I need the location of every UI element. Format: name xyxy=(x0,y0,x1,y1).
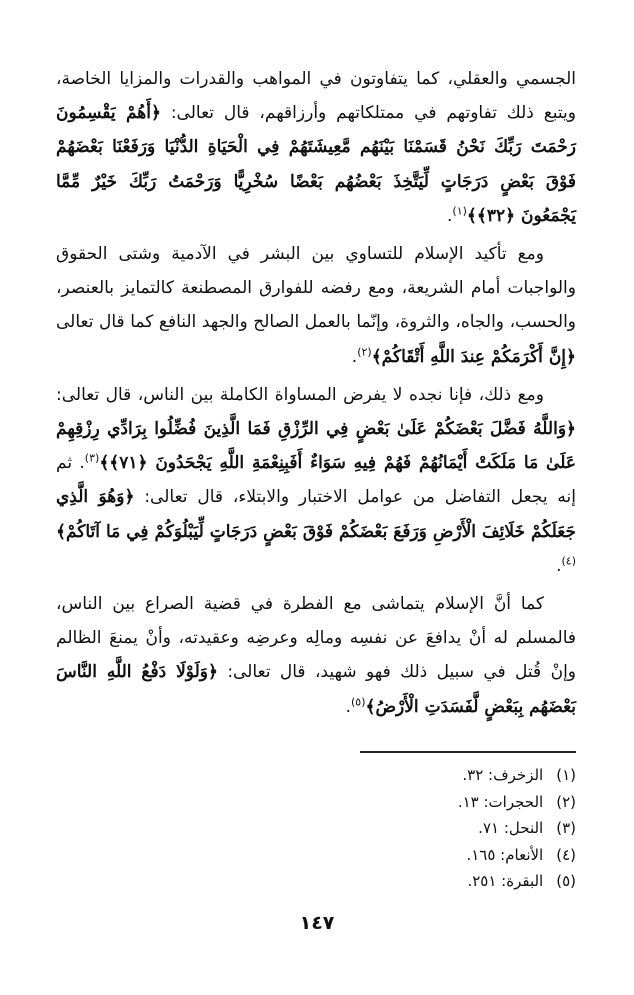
text-segment: ومع ذلك، فإنا نجده لا يفرض المساواة الكاملة بين الناس، قال تعالى: xyxy=(56,384,544,405)
text-segment: ومع تأكيد الإسلام للتساوي بين البشر في الآدمية وشتى الحقوق والواجبات أمام الشريعة، ومع رفضه للفوارق المصطنعة كالتمايز بالعنصر، والحسب، والجاه، والثروة، وإنّما بالعمل الصالح والجهد النافع كما قال تعالى xyxy=(56,244,576,333)
footnote-number: (٤) xyxy=(556,845,576,864)
footnote-item xyxy=(200,815,576,842)
footnote-item xyxy=(200,789,576,816)
text-segment: . xyxy=(351,346,358,367)
footnote-item xyxy=(200,762,576,789)
text-segment: . xyxy=(345,696,351,717)
footnote-ref: (٣) xyxy=(84,451,100,465)
footnote-text: الأنعام: ١٦٥. xyxy=(466,845,544,864)
footnote-ref: (٥) xyxy=(351,695,366,708)
paragraph-1 xyxy=(56,62,576,233)
quran-verse: ﴿أَهُمْ يَقْسِمُونَ رَحْمَتَ رَبِّكَ نَحْنُ قَسَمْنَا بَيْنَهُم مَّعِيشَتَهُمْ فِي الْحَيَاةِ الدُّنْيَا وَرَفَعْنَا بَعْضَهُمْ فَوْقَ بَعْضٍ دَرَجَاتٍ لِّيَتَّخِذَ بَعْضُهُم بَعْضًا سُخْرِيًّا وَرَحْمَتُ رَبِّكَ خَيْرٌ مِّمَّا يَجْمَعُونَ ﴿٣٢﴾﴾ xyxy=(56,103,576,226)
paragraph-2 xyxy=(56,237,576,374)
footnote-item xyxy=(200,842,576,869)
footnote-text: البقرة: ٢٥١. xyxy=(467,872,544,890)
footnote-number: (٥) xyxy=(556,872,576,890)
page-number: ١٤٧ xyxy=(299,912,335,934)
footnote-divider xyxy=(360,751,576,753)
text-segment: . ثم إنه يجعل التفاضل من عوامل الاختبار والابتلاء، قال تعالى: xyxy=(56,453,577,508)
footnote-ref: (٤) xyxy=(561,554,576,568)
footnote-ref: (٢) xyxy=(357,344,372,358)
paragraph-3 xyxy=(56,378,576,583)
text-segment: . xyxy=(447,205,453,226)
footnote-text: الزخرف: ٣٢. xyxy=(462,766,544,784)
footnote-item xyxy=(200,868,576,895)
quran-verse: ﴿وَلَوْلَا دَفْعُ اللَّهِ النَّاسَ بَعْضَهُم بِبَعْضٍ لَّفَسَدَتِ الْأَرْضُ﴾ xyxy=(56,662,576,717)
footnote-text: الحجرات: ١٣. xyxy=(457,792,544,811)
text-segment: الجسمي والعقلي، كما يتفاوتون في المواهب والقدرات والمزايا الخاصة، ويتبع ذلك تفاوتهم في ممتلكاتهم وأرزاقهم، قال تعالى: xyxy=(56,69,576,124)
text-segment: كما أنَّ الإسلام يتماشى مع الفطرة في قضية الصراع بين الناس، فالمسلم له أنْ يدافعَ عن نفسِه ومالِه وعرضِه وعقيدته، وأنْ يمنعَ الظالم وإنْ قُتل في سبيل ذلك فهو شهيد، قال تعالى: xyxy=(56,594,576,683)
quran-verse: ﴿وَهُوَ الَّذِي جَعَلَكُمْ خَلَائِفَ الْأَرْضِ وَرَفَعَ بَعْضَكُمْ فَوْقَ بَعْضٍ دَرَجَاتٍ لِّيَبْلُوَكُمْ فِي مَا آتَاكُمْ﴾ xyxy=(56,487,576,542)
footnote-ref: (١) xyxy=(452,204,467,218)
footnote-number: (٢) xyxy=(556,792,576,811)
quran-verse: ﴿وَاللَّهُ فَضَّلَ بَعْضَكُمْ عَلَىٰ بَعْضٍ فِي الرِّزْقِ فَمَا الَّذِينَ فُضِّلُوا بِرَادِّي رِزْقِهِمْ عَلَىٰ مَا مَلَكَتْ أَيْمَانُهُمْ فَهُمْ فِيهِ سَوَاءٌ أَفَبِنِعْمَةِ اللَّهِ يَجْحَدُونَ ﴿٧١﴾﴾ xyxy=(56,419,576,474)
text-segment: . xyxy=(556,555,562,576)
footnote-number: (٣) xyxy=(556,819,576,837)
paragraph-4 xyxy=(56,587,576,724)
footnote-text: النحل: ٧١. xyxy=(478,819,544,837)
footnote-number: (١) xyxy=(556,766,576,784)
quran-verse: ﴿إِنَّ أَكْرَمَكُمْ عِندَ اللَّهِ أَتْقَاكُمْ﴾ xyxy=(371,346,576,367)
main-text xyxy=(56,62,576,724)
footnotes-list xyxy=(200,762,576,895)
